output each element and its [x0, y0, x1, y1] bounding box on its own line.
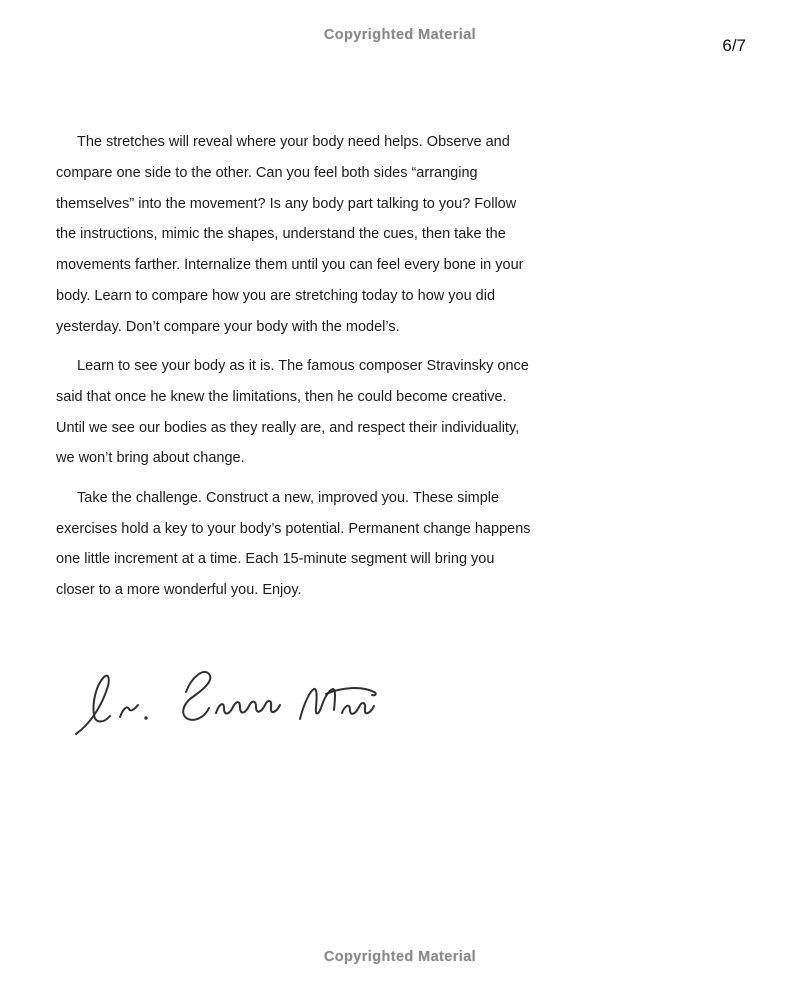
body-paragraph-2: Learn to see your body as it is. The famous composer Stravinsky once said that once he knew the limitations, then he could become creative. Until we see our bodies as they really are, and respect their individuality, we won’t bring about change. [56, 358, 529, 467]
signature-ink-icon [68, 660, 380, 755]
copyright-watermark-bottom: Copyrighted Material [323, 949, 477, 965]
handwritten-signature [68, 660, 380, 755]
copyright-watermark-top: Copyrighted Material [323, 27, 477, 43]
body-paragraph-1: The stretches will reveal where your body need helps. Observe and compare one side to the other. Can you feel both sides “arranging themselves” into the movement? Is any body part talking to you? Follow the instructions, mimic the shapes, understand the cues, then take the movements farther. Internalize them until you can feel every bone in your body. Learn to compare how you are stretching today to how you did yesterday. Don’t compare your body with the model’s. [56, 134, 524, 335]
page-indicator: 6/7 [722, 36, 746, 55]
page-body [56, 127, 532, 614]
body-paragraph-3: Take the challenge. Construct a new, improved you. These simple exercises hold a key to your body’s potential. Permanent change happens one little increment at a time. Each 15-minute segment will bring you closer to a more wonderful you. Enjoy. [56, 489, 531, 599]
